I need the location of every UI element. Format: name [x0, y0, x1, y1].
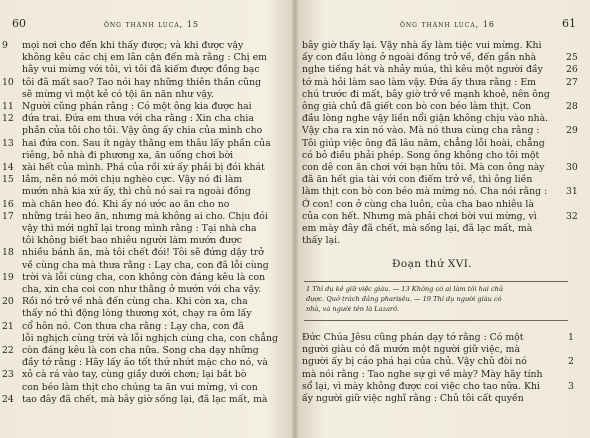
verse-number: 28: [566, 101, 578, 112]
text-line: chú trước đi mất, bây giờ trở về mạnh khoẻ, nên ông: [302, 88, 550, 100]
verse-number: 27: [566, 76, 578, 88]
text-line: tôi không biết bao nhiêu người làm mướn được: [22, 235, 242, 247]
verse-number: 2: [568, 356, 574, 368]
text-line: em mày đây đã chết, mà sống lại, đã lạc mất, mà: [302, 223, 533, 234]
text-line: phần của tôi cho tôi. Vậy ông ấy chia của mình cho: [22, 125, 263, 137]
verse-number: 29: [566, 125, 578, 137]
right-page-number: 61: [562, 17, 576, 30]
summary-rule-top: [304, 281, 568, 282]
text-line: vậy thì mới nghĩ lại trong mình rằng : Tại nhà cha: [22, 223, 257, 234]
summary-line: 1 Thí dụ kẻ giữ việc giàu. — 13 Không có ai làm tôi hai chủ: [306, 285, 504, 293]
verse-number: 13: [2, 137, 14, 149]
right-running-head: ông thánh luca, 16: [400, 20, 495, 29]
text-line: lỗi nghịch cùng trời và lỗi nghịch cùng cha, con chẳng: [22, 332, 278, 344]
text-line: Người cũng phán rằng : Có một ông kia được hai: [22, 101, 252, 112]
verse-number: 24: [2, 393, 14, 405]
text-line: không kêu các chị em lân cận đến mà rằng : Chị em: [22, 52, 267, 64]
text-line: hai đứa con. Sau ít ngày thằng em thâu lấy phần của: [22, 137, 271, 149]
text-line: xài hết của mình. Phá của rồi xứ ấy phải bị đói khát: [22, 162, 265, 173]
verse-number: 26: [566, 64, 578, 76]
text-line: con béo làm thịt cho chúng ta ăn vui mừng, vì con: [22, 381, 258, 393]
text-line: mà chăn heo đó. Khi ấy nó ước ao ăn cho no: [22, 198, 230, 210]
section-title: Đoạn thứ XVI.: [392, 258, 472, 270]
text-line: còn đáng kêu là con cha nữa. Song cha dạy những: [22, 345, 259, 356]
left-running-head: ông thánh luca, 15: [104, 20, 199, 29]
text-line: ấy người giữ việc nghĩ rằng : Chủ tôi cất quyền: [302, 393, 524, 404]
verse-number: 21: [2, 320, 14, 332]
text-line: sổ lại, vì mày không được coi việc cho tao nữa. Khi: [302, 380, 540, 392]
verse-number: 23: [2, 369, 14, 381]
text-line: tớ mà hỏi làm sao làm vậy. Đứa ấy thưa rằng : Em: [302, 76, 536, 88]
text-line: có bỏ điều phải phép. Song ông không cho tôi một: [302, 149, 540, 161]
text-line: hãy vui mừng với tôi, vì tôi đã kiếm được đồng bạc: [22, 64, 260, 76]
text-line: Vậy cha ra xin nó vào. Mà nó thưa cùng cha rằng :: [302, 125, 540, 137]
verse-number: 30: [566, 162, 578, 173]
left-page-number: 60: [12, 17, 26, 30]
verse-number: 19: [2, 271, 14, 283]
text-line: riêng, bỏ nhà đi phương xa, ăn uống chơi bời: [22, 149, 234, 161]
verse-number: 25: [566, 52, 578, 64]
text-line: ông già chủ đã giết con bò con béo làm thịt. Con: [302, 101, 532, 112]
text-line: đã ăn hết gia tài với con điếm trở về, thì ông liền: [302, 174, 533, 186]
verse-number: 17: [2, 210, 14, 222]
verse-number: 18: [2, 247, 14, 259]
text-line: cha, xin cha coi con như thằng ở mướn với cha vậy.: [22, 284, 262, 295]
text-line: đầy tớ rằng : Hãy lấy áo tốt thứ nhứt mặc cho nó, và: [22, 357, 268, 369]
text-line: của con hết. Nhưng mà phải chơi bời vui mừng, vì: [302, 210, 537, 222]
text-line: ấy con đầu lòng ở ngoài đồng trở về, đến gần nhà: [302, 52, 537, 64]
verse-number: 31: [566, 186, 578, 198]
text-line: đầu lòng nghe vậy liền nổi giận không chịu vào nhà.: [302, 113, 549, 125]
text-line: người giàu có đã mướn một người giữ việc, mà: [302, 344, 521, 356]
text-line: mà nói rằng : Tao nghe sự gì về mày? Mày hãy tính: [302, 368, 543, 380]
text-line: nhiều bánh ăn, mà tôi chết đói! Tôi sẽ đứng dậy trở: [22, 247, 264, 259]
summary-line: được. Quở trách đảng pharisêu. — 19 Thí dụ người giàu có: [306, 295, 502, 303]
verse-number: 32: [566, 210, 578, 222]
verse-number: 14: [2, 162, 14, 173]
text-line: Ớ con! con ở cùng cha luôn, của cha bao nhiêu là: [302, 198, 534, 210]
text-line: những trái heo ăn, nhưng mà không ai cho. Chịu đói: [22, 210, 268, 222]
text-line: nghe tiếng hát và nhảy múa, thì kêu một người đầy: [302, 64, 543, 76]
summary-rule-bottom: [304, 320, 568, 321]
text-line: con dê con ăn chơi với bạn hữu tôi. Mà con ông này: [302, 162, 545, 173]
verse-number: 15: [2, 174, 14, 186]
verse-number: 20: [2, 296, 14, 308]
text-line: làm thịt con bò con béo mà mừng nó. Cha nói rằng :: [302, 186, 548, 198]
right-page: [298, 0, 590, 438]
verse-number: 22: [2, 345, 14, 356]
text-line: tôi đã mất sao? Tao nói hay những thiên thần cũng: [22, 76, 262, 88]
verse-number: 10: [2, 76, 14, 88]
text-line: Rồi nó trở về nhà đến cùng cha. Khi còn xa, cha: [22, 296, 248, 308]
text-line: lắm, nên nó mới chịu nghèo cực. Vậy nó đi làm: [22, 174, 243, 186]
text-line: bây giờ thấy lại. Vậy nhà ấy làm tiệc vui mừng. Khi: [302, 40, 542, 51]
text-line: thấy nó thì động lòng thương xót, chạy ra ôm lấy: [22, 308, 252, 320]
left-page: [0, 0, 292, 438]
text-line: trời và lỗi cùng cha, con không còn đáng kêu là con: [22, 271, 266, 283]
text-line: người ấy bị cáo phá hại của chủ. Vậy chủ đòi nó: [302, 356, 527, 368]
text-line: đứa trai. Đứa em thưa với cha rằng : Xin cha chia: [22, 113, 254, 125]
verse-number: 3: [568, 380, 574, 392]
text-line: Đức Chúa Jêsu cũng phán dạy tớ rằng : Có một: [302, 332, 524, 343]
text-line: mướn nhà kia xứ ấy, thì chủ nó sai ra ngoài đồng: [22, 186, 251, 198]
text-line: cổ hôn nó. Con thưa cha rằng : Lạy cha, con đã: [22, 320, 245, 332]
text-line: thấy lại.: [302, 235, 341, 247]
text-line: sẽ mừng vì một kẻ có tội ăn năn như vậy.: [22, 88, 214, 100]
text-line: tao đây đã chết, mà bây giờ sống lại, đã lạc mất, mà: [22, 393, 268, 405]
text-line: xỏ cà rá vào tay, cùng giầy dưới chơn; lại bắt bò: [22, 369, 247, 381]
verse-number: 16: [2, 198, 14, 210]
verse-number: 12: [2, 113, 14, 125]
text-line: mọi nơi cho đến khi thấy được; và khi được vậy: [22, 40, 244, 51]
verse-number: 11: [2, 101, 14, 112]
summary-line: nhà, và người tên là Lazarô.: [306, 305, 400, 313]
verse-number: 9: [2, 40, 8, 51]
verse-number: 1: [568, 332, 574, 343]
text-line: về cùng cha mà thưa rằng : Lạy cha, con đã lỗi cùng: [22, 259, 269, 271]
text-line: Tôi giúp việc ông đã lâu năm, chẳng lỗi hoài, chẳng: [302, 137, 545, 149]
